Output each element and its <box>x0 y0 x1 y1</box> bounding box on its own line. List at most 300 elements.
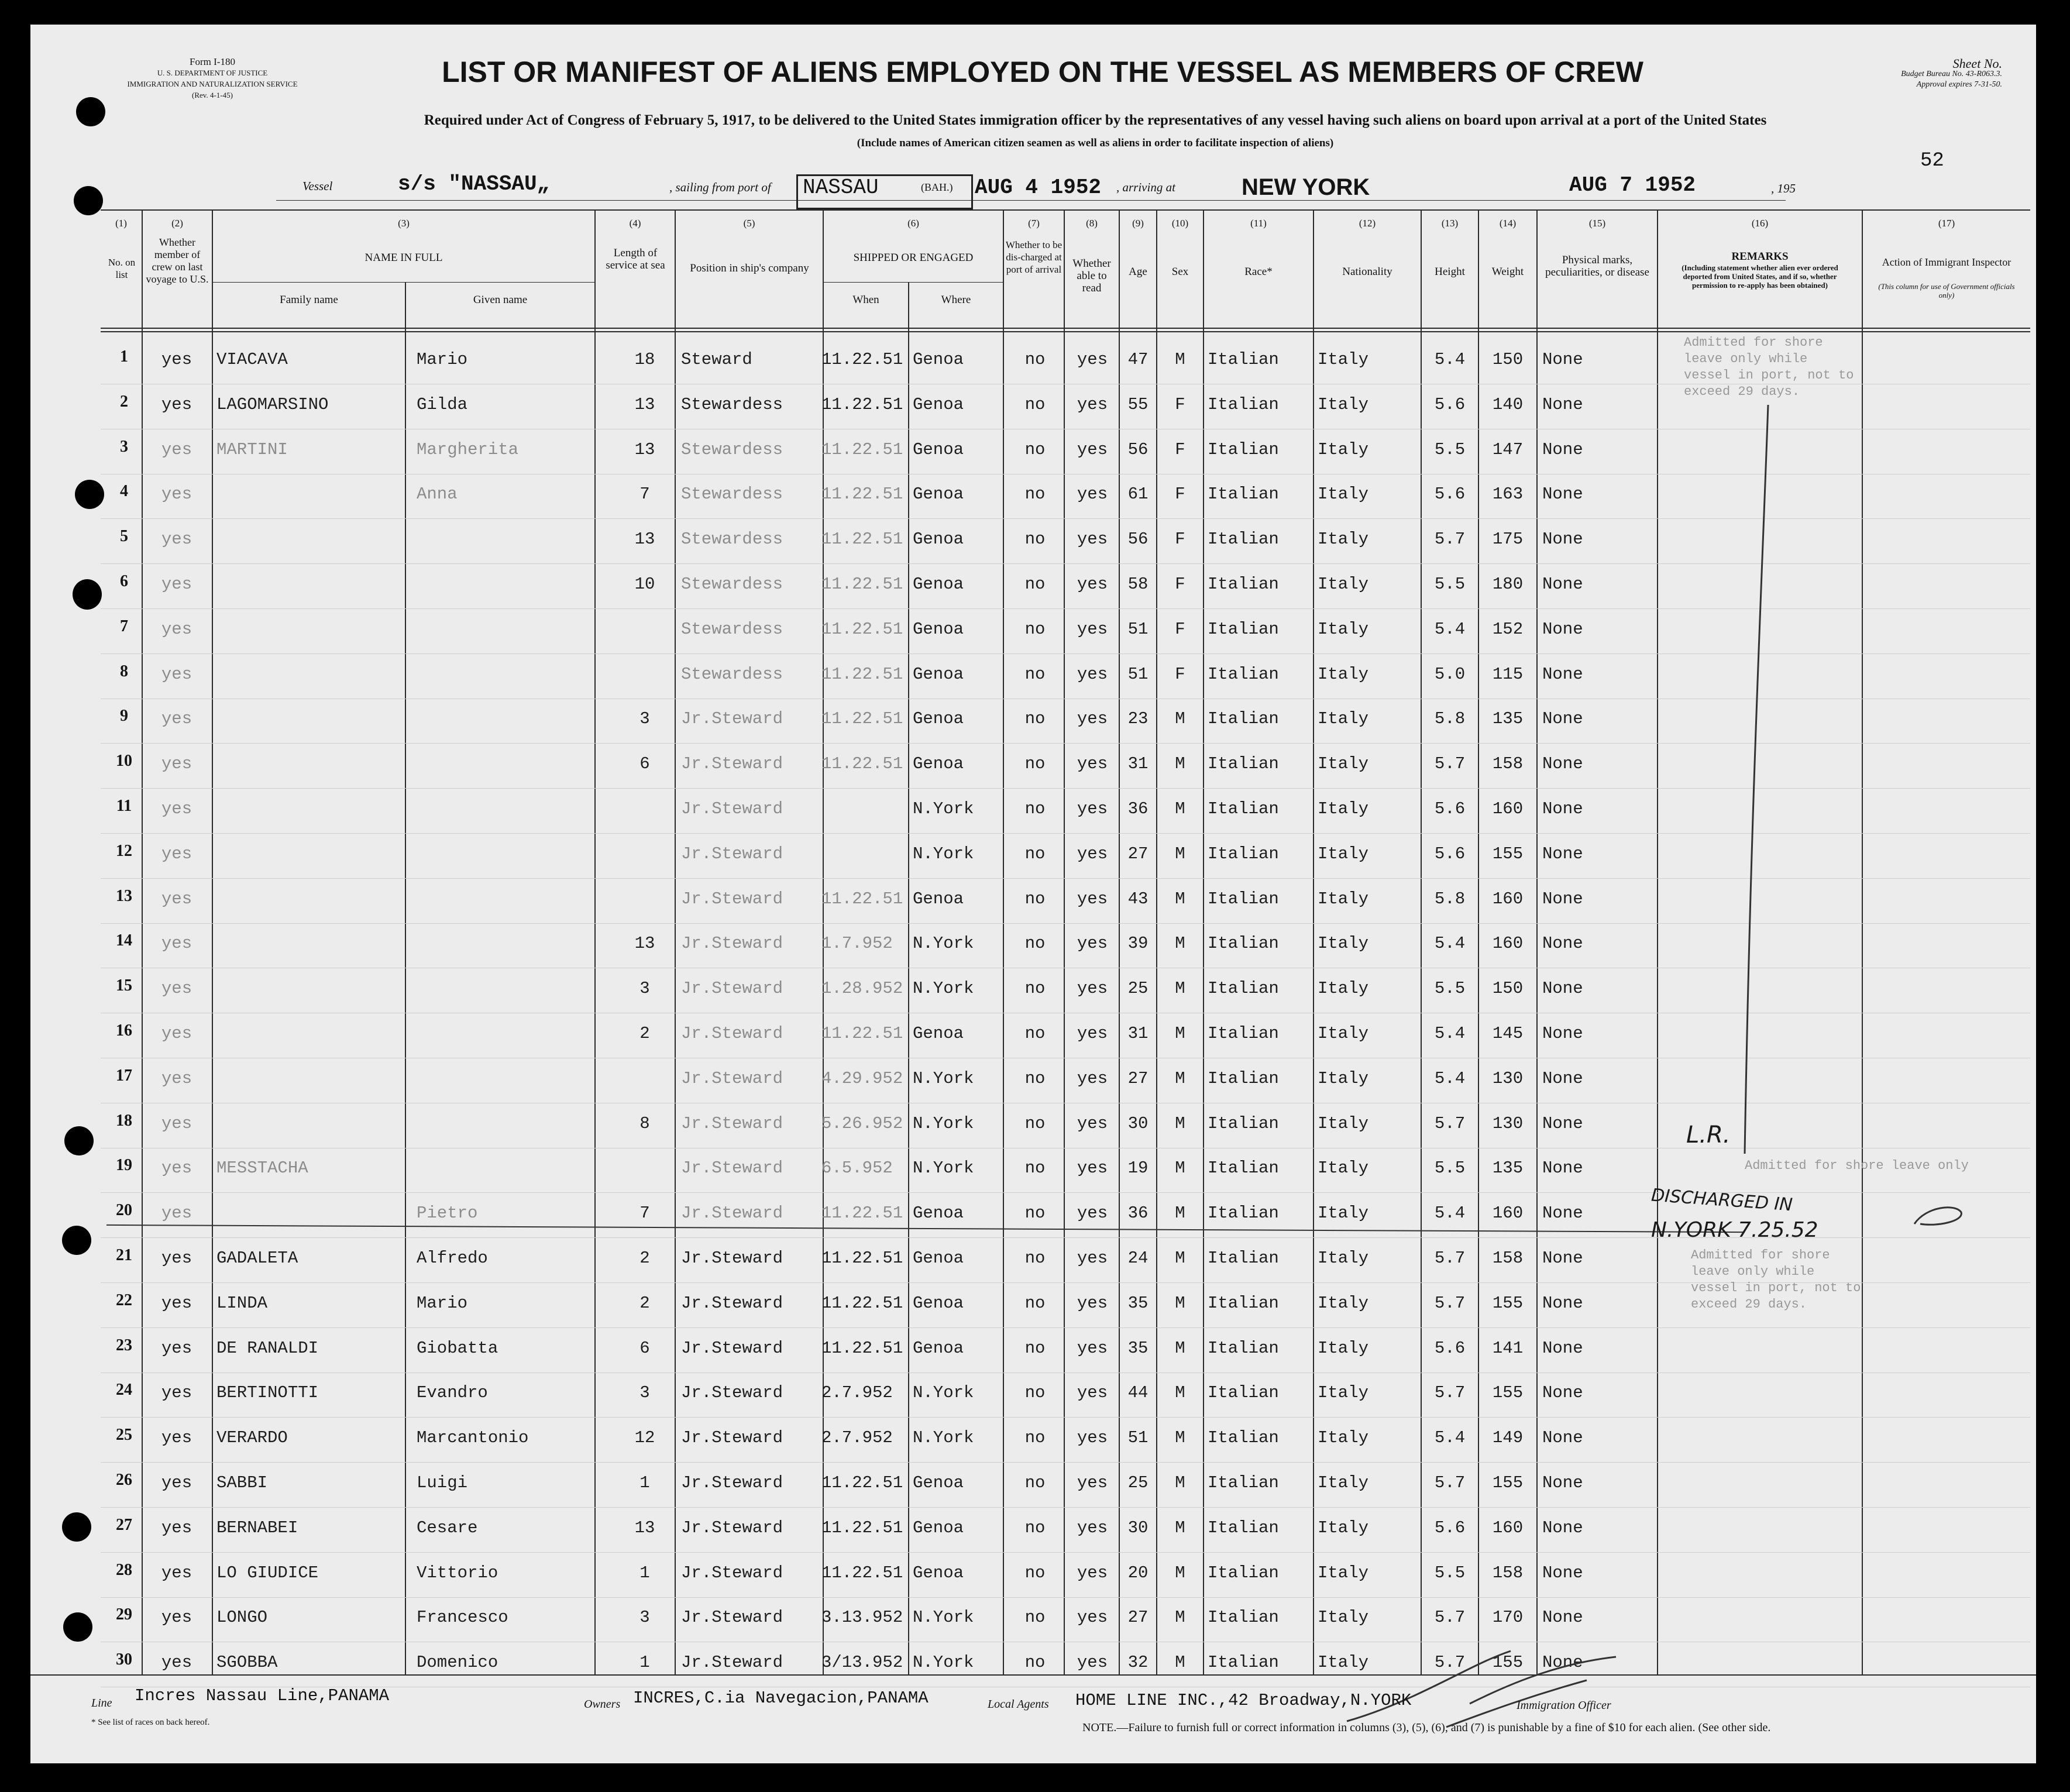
able-to-read-cell: yes <box>1077 1338 1108 1358</box>
family-name-cell: MESSTACHA <box>216 1158 308 1178</box>
physical-marks-cell: None <box>1542 484 1583 504</box>
service-length-cell: 2 <box>639 1248 650 1268</box>
nationality-cell: Italy <box>1318 619 1369 639</box>
immigration-officer-label: Immigration Officer <box>1517 1699 1611 1712</box>
age-cell: 51 <box>1127 619 1149 639</box>
discharged-cell: no <box>1024 709 1046 729</box>
discharged-cell: no <box>1024 1068 1046 1088</box>
weight-cell: 160 <box>1492 1518 1524 1538</box>
family-name-cell: DE RANALDI <box>216 1338 319 1358</box>
given-name-cell: Margherita <box>417 439 519 459</box>
able-to-read-cell: yes <box>1077 1068 1108 1088</box>
shipped-where-cell: Genoa <box>913 1293 964 1313</box>
vessel-label: Vessel <box>302 179 333 193</box>
service-length-cell: 1 <box>639 1563 650 1583</box>
row-number: 14 <box>116 931 132 950</box>
race-cell: Italian <box>1208 619 1279 639</box>
sex-cell: M <box>1175 1473 1185 1492</box>
col-number: (16) <box>1751 218 1769 229</box>
discharged-cell: no <box>1024 394 1046 414</box>
nationality-cell: Italy <box>1318 664 1369 684</box>
crew-last-voyage-cell: yes <box>161 1563 192 1583</box>
able-to-read-cell: yes <box>1077 1293 1108 1313</box>
position-cell: Jr.Steward <box>681 1518 783 1538</box>
shipped-when-cell: 11.22.51 <box>821 529 903 549</box>
penalty-note: NOTE.—Failure to furnish full or correct information in columns (3), (5), (6), and (7) is punishable by a fine of $10 for each alien. (See other side. <box>1082 1721 1771 1734</box>
crew-last-voyage-cell: yes <box>161 1338 192 1358</box>
given-name-cell: Vittorio <box>417 1563 498 1583</box>
remark-initials: L.R. <box>1686 1122 1731 1148</box>
col-header-family-name: Family name <box>280 294 338 306</box>
row-number: 3 <box>120 437 128 456</box>
remark-discharged-line2: N.YORK 7.25.52 <box>1651 1218 1818 1242</box>
discharged-cell: no <box>1024 1024 1046 1043</box>
nationality-cell: Italy <box>1318 1653 1369 1673</box>
local-agents-label: Local Agents <box>988 1698 1049 1711</box>
shipped-where-cell: N.York <box>913 1158 974 1178</box>
age-cell: 55 <box>1127 394 1149 414</box>
given-name-cell: Domenico <box>417 1653 498 1673</box>
shipped-when-cell: 11.22.51 <box>821 1563 903 1583</box>
race-cell: Italian <box>1208 1293 1279 1313</box>
col-number: (5) <box>743 218 755 229</box>
able-to-read-cell: yes <box>1077 350 1108 369</box>
weight-cell: 170 <box>1492 1608 1524 1628</box>
age-cell: 51 <box>1127 1428 1149 1448</box>
nationality-cell: Italy <box>1318 1608 1369 1628</box>
able-to-read-cell: yes <box>1077 979 1108 999</box>
race-cell: Italian <box>1208 1518 1279 1538</box>
position-cell: Stewardess <box>681 394 783 414</box>
race-cell: Italian <box>1208 529 1279 549</box>
nationality-cell: Italy <box>1318 1338 1369 1358</box>
race-cell: Italian <box>1208 350 1279 369</box>
nationality-cell: Italy <box>1318 1113 1369 1133</box>
height-cell: 5.7 <box>1434 1653 1466 1673</box>
nationality-cell: Italy <box>1318 754 1369 774</box>
shipped-where-cell: Genoa <box>913 619 964 639</box>
discharged-cell: no <box>1024 1338 1046 1358</box>
form-identification <box>75 56 350 101</box>
page-subnote: (Include names of American citizen seamen as well as aliens in order to facilitate inspection of aliens) <box>857 137 1334 149</box>
sex-cell: M <box>1175 1203 1185 1223</box>
age-cell: 35 <box>1127 1338 1149 1358</box>
crew-last-voyage-cell: yes <box>161 709 192 729</box>
height-cell: 5.7 <box>1434 1248 1466 1268</box>
height-cell: 5.4 <box>1434 1068 1466 1088</box>
col-header-remarks: REMARKS <box>1731 250 1789 263</box>
nationality-cell: Italy <box>1318 1518 1369 1538</box>
family-name-cell: MARTINI <box>216 439 288 459</box>
shipped-when-cell: 11.22.51 <box>821 1473 903 1492</box>
family-name-cell: SABBI <box>216 1473 268 1492</box>
row-number: 13 <box>116 886 132 905</box>
given-name-cell: Gilda <box>417 394 468 414</box>
shipped-where-cell: N.York <box>913 1608 974 1628</box>
service-length-cell: 8 <box>639 1113 650 1133</box>
shipped-where-cell: Genoa <box>913 1248 964 1268</box>
budget-number: Budget Bureau No. 43-R063.3. <box>1901 70 2002 78</box>
able-to-read-cell: yes <box>1077 1158 1108 1178</box>
position-cell: Jr.Steward <box>681 1158 783 1178</box>
nationality-cell: Italy <box>1318 799 1369 818</box>
race-cell: Italian <box>1208 1473 1279 1492</box>
age-cell: 58 <box>1127 575 1149 594</box>
age-cell: 30 <box>1127 1113 1149 1133</box>
weight-cell: 130 <box>1492 1068 1524 1088</box>
arrival-date: AUG 7 1952 <box>1569 173 1696 197</box>
physical-marks-cell: None <box>1542 1024 1583 1043</box>
shipped-where-cell: Genoa <box>913 350 964 369</box>
crew-last-voyage-cell: yes <box>161 1518 192 1538</box>
sex-cell: M <box>1175 350 1185 369</box>
age-cell: 31 <box>1127 754 1149 774</box>
shipped-where-cell: Genoa <box>913 1024 964 1043</box>
discharged-cell: no <box>1024 1383 1046 1403</box>
nationality-cell: Italy <box>1318 844 1369 864</box>
col-header-crew-last-voyage: Whether member of crew on last voyage to U.S. <box>146 236 209 285</box>
row-number: 7 <box>120 617 128 635</box>
shipped-where-cell: Genoa <box>913 529 964 549</box>
row-number: 4 <box>120 482 128 501</box>
weight-cell: 160 <box>1492 889 1524 909</box>
shipped-where-cell: N.York <box>913 1068 974 1088</box>
year-suffix: , 195 <box>1771 181 1796 195</box>
position-cell: Stewardess <box>681 619 783 639</box>
punch-hole <box>62 1512 91 1542</box>
height-cell: 5.6 <box>1434 484 1466 504</box>
sex-cell: F <box>1175 575 1185 594</box>
crew-last-voyage-cell: yes <box>161 1293 192 1313</box>
able-to-read-cell: yes <box>1077 529 1108 549</box>
shipped-where-cell: Genoa <box>913 754 964 774</box>
crew-last-voyage-cell: yes <box>161 1383 192 1403</box>
position-cell: Jr.Steward <box>681 799 783 818</box>
able-to-read-cell: yes <box>1077 484 1108 504</box>
given-name-cell: Marcantonio <box>417 1428 529 1448</box>
local-agents-value: HOME LINE INC.,42 Broadway,N.YORK <box>1075 1691 1412 1710</box>
service-length-cell: 2 <box>639 1024 650 1043</box>
service-length-cell: 1 <box>639 1473 650 1492</box>
age-cell: 43 <box>1127 889 1149 909</box>
physical-marks-cell: None <box>1542 1113 1583 1133</box>
age-cell: 32 <box>1127 1653 1149 1673</box>
sex-cell: M <box>1175 754 1185 774</box>
physical-marks-cell: None <box>1542 709 1583 729</box>
race-cell: Italian <box>1208 709 1279 729</box>
weight-cell: 163 <box>1492 484 1524 504</box>
age-cell: 56 <box>1127 439 1149 459</box>
crew-last-voyage-cell: yes <box>161 889 192 909</box>
position-cell: Jr.Steward <box>681 1113 783 1133</box>
col-number: (10) <box>1171 218 1189 229</box>
sex-cell: M <box>1175 1428 1185 1448</box>
physical-marks-cell: None <box>1542 394 1583 414</box>
col-header-weight: Weight <box>1491 266 1524 278</box>
age-cell: 19 <box>1127 1158 1149 1178</box>
sailing-date: AUG 4 1952 <box>975 176 1102 200</box>
height-cell: 5.4 <box>1434 619 1466 639</box>
physical-marks-cell: None <box>1542 1338 1583 1358</box>
position-cell: Stewardess <box>681 484 783 504</box>
age-cell: 39 <box>1127 934 1149 954</box>
row-number: 1 <box>120 348 128 366</box>
department-name: U. S. DEPARTMENT OF JUSTICE <box>157 68 268 77</box>
row-number: 16 <box>116 1021 132 1040</box>
nationality-cell: Italy <box>1318 934 1369 954</box>
height-cell: 5.6 <box>1434 1518 1466 1538</box>
arrival-port: NEW YORK <box>1242 174 1370 200</box>
service-name: IMMIGRATION AND NATURALIZATION SERVICE <box>127 80 298 88</box>
height-cell: 5.7 <box>1434 1473 1466 1492</box>
shipped-where-cell: Genoa <box>913 439 964 459</box>
able-to-read-cell: yes <box>1077 1563 1108 1583</box>
discharged-cell: no <box>1024 575 1046 594</box>
position-cell: Jr.Steward <box>681 1428 783 1448</box>
row-number: 18 <box>116 1111 132 1130</box>
race-cell: Italian <box>1208 664 1279 684</box>
sex-cell: M <box>1175 1383 1185 1403</box>
able-to-read-cell: yes <box>1077 1113 1108 1133</box>
crew-last-voyage-cell: yes <box>161 1608 192 1628</box>
sex-cell: F <box>1175 439 1185 459</box>
nationality-cell: Italy <box>1318 709 1369 729</box>
nationality-cell: Italy <box>1318 1428 1369 1448</box>
row-separator <box>101 1507 2030 1508</box>
position-cell: Jr.Steward <box>681 1068 783 1088</box>
discharged-cell: no <box>1024 934 1046 954</box>
weight-cell: 135 <box>1492 1158 1524 1178</box>
form-number: Form I-180 <box>190 56 235 67</box>
physical-marks-cell: None <box>1542 1653 1583 1673</box>
shipped-where-cell: Genoa <box>913 484 964 504</box>
service-length-cell: 13 <box>634 934 655 954</box>
shipped-when-cell: 6.5.952 <box>821 1158 893 1178</box>
crew-last-voyage-cell: yes <box>161 619 192 639</box>
sex-cell: F <box>1175 619 1185 639</box>
height-cell: 5.8 <box>1434 709 1466 729</box>
remark-admitted-shore-leave-bottom: Admitted for shore leave only while vessel in port, not to exceed 29 days. <box>1691 1248 1861 1312</box>
able-to-read-cell: yes <box>1077 754 1108 774</box>
given-name-cell: Anna <box>417 484 458 504</box>
col-divider <box>405 282 406 1674</box>
able-to-read-cell: yes <box>1077 1608 1108 1628</box>
given-name-cell: Pietro <box>417 1203 478 1223</box>
row-number: 6 <box>120 572 128 590</box>
sex-cell: F <box>1175 529 1185 549</box>
remark-admitted-shore-leave-mid: Admitted for shore leave only <box>1745 1158 1969 1173</box>
weight-cell: 155 <box>1492 1383 1524 1403</box>
shipped-where-cell: Genoa <box>913 889 964 909</box>
col-number: (8) <box>1086 218 1098 229</box>
shipped-where-cell: Genoa <box>913 1203 964 1223</box>
able-to-read-cell: yes <box>1077 1248 1108 1268</box>
shipped-where-cell: N.York <box>913 1383 974 1403</box>
height-cell: 5.5 <box>1434 439 1466 459</box>
sex-cell: F <box>1175 484 1185 504</box>
col-number: (12) <box>1359 218 1376 229</box>
able-to-read-cell: yes <box>1077 394 1108 414</box>
crew-last-voyage-cell: yes <box>161 1158 192 1178</box>
col-header-discharged: Whether to be dis-charged at port of arrival <box>1005 239 1062 275</box>
punch-hole <box>75 480 104 509</box>
physical-marks-cell: None <box>1542 754 1583 774</box>
race-cell: Italian <box>1208 1068 1279 1088</box>
age-cell: 20 <box>1127 1563 1149 1583</box>
shipped-when-cell: 1.28.952 <box>821 979 903 999</box>
service-length-cell: 3 <box>639 1608 650 1628</box>
weight-cell: 158 <box>1492 754 1524 774</box>
nationality-cell: Italy <box>1318 529 1369 549</box>
race-cell: Italian <box>1208 1203 1279 1223</box>
shipped-where-cell: Genoa <box>913 1338 964 1358</box>
race-cell: Italian <box>1208 1563 1279 1583</box>
owners-value: INCRES,C.ia Navegacion,PANAMA <box>633 1688 929 1708</box>
col-header-age: Age <box>1129 266 1147 278</box>
position-cell: Jr.Steward <box>681 934 783 954</box>
race-cell: Italian <box>1208 844 1279 864</box>
given-name-cell: Mario <box>417 1293 468 1313</box>
family-name-cell: LONGO <box>216 1608 268 1628</box>
row-separator <box>101 1462 2030 1463</box>
col-number: (3) <box>398 218 410 229</box>
race-cell: Italian <box>1208 484 1279 504</box>
able-to-read-cell: yes <box>1077 1653 1108 1673</box>
position-cell: Stewardess <box>681 439 783 459</box>
vessel-underline <box>276 200 1786 201</box>
sex-cell: M <box>1175 709 1185 729</box>
row-number: 24 <box>116 1381 132 1399</box>
given-name-cell: Francesco <box>417 1608 508 1628</box>
position-cell: Stewardess <box>681 529 783 549</box>
shipped-when-cell: 2.7.952 <box>821 1383 893 1403</box>
col-number: (15) <box>1588 218 1606 229</box>
col-number: (7) <box>1028 218 1040 229</box>
shipped-when-cell: 11.22.51 <box>821 1203 903 1223</box>
discharged-cell: no <box>1024 1293 1046 1313</box>
nationality-cell: Italy <box>1318 889 1369 909</box>
shipped-where-cell: N.York <box>913 1113 974 1133</box>
position-cell: Jr.Steward <box>681 979 783 999</box>
weight-cell: 158 <box>1492 1563 1524 1583</box>
able-to-read-cell: yes <box>1077 1473 1108 1492</box>
discharged-cell: no <box>1024 529 1046 549</box>
service-length-cell: 12 <box>634 1428 655 1448</box>
nationality-cell: Italy <box>1318 394 1369 414</box>
col-header-nationality: Nationality <box>1342 266 1392 278</box>
col-header-list-no: No. on list <box>108 257 136 280</box>
discharged-cell: no <box>1024 799 1046 818</box>
shipped-where-cell: N.York <box>913 844 974 864</box>
crew-last-voyage-cell: yes <box>161 394 192 414</box>
page-title: LIST OR MANIFEST OF ALIENS EMPLOYED ON THE VESSEL AS MEMBERS OF CREW <box>442 56 1643 88</box>
crew-last-voyage-cell: yes <box>161 1248 192 1268</box>
row-number: 17 <box>116 1066 132 1085</box>
race-cell: Italian <box>1208 1338 1279 1358</box>
shipped-when-cell: 3.13.952 <box>821 1608 903 1628</box>
race-cell: Italian <box>1208 1248 1279 1268</box>
sex-cell: M <box>1175 1518 1185 1538</box>
col-header-inspector-note: (This column for use of Government officials only) <box>1878 282 2015 300</box>
service-length-cell: 10 <box>634 575 655 594</box>
able-to-read-cell: yes <box>1077 1383 1108 1403</box>
weight-cell: 155 <box>1492 1293 1524 1313</box>
height-cell: 5.7 <box>1434 1113 1466 1133</box>
height-cell: 5.4 <box>1434 1203 1466 1223</box>
height-cell: 5.5 <box>1434 1563 1466 1583</box>
weight-cell: 147 <box>1492 439 1524 459</box>
crew-last-voyage-cell: yes <box>161 799 192 818</box>
sex-cell: M <box>1175 1068 1185 1088</box>
height-cell: 5.7 <box>1434 1383 1466 1403</box>
discharged-cell: no <box>1024 889 1046 909</box>
able-to-read-cell: yes <box>1077 664 1108 684</box>
owners-label: Owners <box>584 1698 621 1711</box>
nationality-cell: Italy <box>1318 1293 1369 1313</box>
shipped-where-cell: N.York <box>913 1428 974 1448</box>
sex-cell: M <box>1175 844 1185 864</box>
age-cell: 56 <box>1127 529 1149 549</box>
family-name-cell: LAGOMARSINO <box>216 394 329 414</box>
family-name-cell: BERTINOTTI <box>216 1383 319 1403</box>
nationality-cell: Italy <box>1318 1473 1369 1492</box>
sex-cell: M <box>1175 1338 1185 1358</box>
age-cell: 35 <box>1127 1293 1149 1313</box>
col-header-given-name: Given name <box>473 294 528 306</box>
row-number: 12 <box>116 841 132 860</box>
family-name-cell: SGOBBA <box>216 1653 278 1673</box>
col-header-position: Position in ship's company <box>690 262 809 274</box>
shipped-when-cell: 11.22.51 <box>821 754 903 774</box>
col-number: (2) <box>171 218 183 229</box>
col-header-able-to-read: Whether able to read <box>1072 257 1111 294</box>
discharged-cell: no <box>1024 1158 1046 1178</box>
remark-admitted-shore-leave-top: Admitted for shore leave only while vessel in port, not to exceed 29 days. <box>1684 335 1854 399</box>
age-cell: 31 <box>1127 1024 1149 1043</box>
race-cell: Italian <box>1208 1608 1279 1628</box>
height-cell: 5.5 <box>1434 575 1466 594</box>
height-cell: 5.7 <box>1434 1608 1466 1628</box>
family-name-cell: BERNABEI <box>216 1518 298 1538</box>
nationality-cell: Italy <box>1318 575 1369 594</box>
weight-cell: 155 <box>1492 844 1524 864</box>
nationality-cell: Italy <box>1318 1383 1369 1403</box>
weight-cell: 175 <box>1492 529 1524 549</box>
departure-port: NASSAU <box>803 176 879 200</box>
given-name-cell: Mario <box>417 350 468 369</box>
sex-cell: M <box>1175 1608 1185 1628</box>
position-cell: Jr.Steward <box>681 1338 783 1358</box>
weight-cell: 150 <box>1492 979 1524 999</box>
crew-last-voyage-cell: yes <box>161 439 192 459</box>
sex-cell: M <box>1175 799 1185 818</box>
physical-marks-cell: None <box>1542 934 1583 954</box>
race-cell: Italian <box>1208 799 1279 818</box>
physical-marks-cell: None <box>1542 799 1583 818</box>
service-length-cell: 3 <box>639 979 650 999</box>
able-to-read-cell: yes <box>1077 619 1108 639</box>
punch-hole <box>63 1612 92 1642</box>
crew-last-voyage-cell: yes <box>161 754 192 774</box>
crew-last-voyage-cell: yes <box>161 1653 192 1673</box>
weight-cell: 140 <box>1492 394 1524 414</box>
departure-port-note: (BAH.) <box>921 181 953 193</box>
row-number: 5 <box>120 527 128 546</box>
physical-marks-cell: None <box>1542 979 1583 999</box>
age-cell: 24 <box>1127 1248 1149 1268</box>
sex-cell: M <box>1175 1024 1185 1043</box>
row-separator <box>101 1327 2030 1328</box>
